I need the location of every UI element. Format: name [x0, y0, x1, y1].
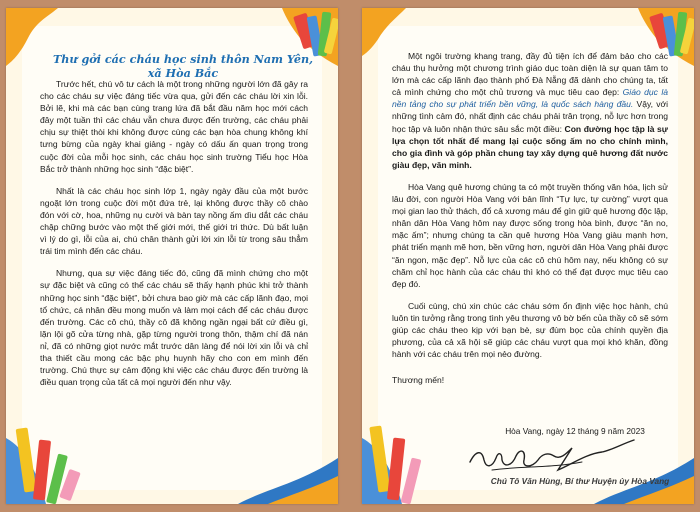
letter-page-left	[6, 8, 338, 504]
handwritten-signature	[462, 432, 642, 476]
paragraph: Nhất là các cháu học sinh lớp 1, ngày ngày đầu của một bước ngoặt lớn trong cuộc đời một đứa trẻ, lại không được thầy cô chào đón với cờ, hoa, những nụ cười và bàn tay nồng ấm dìu dắt các cháu chập chững bước vào một thế giới mới, thế giới tri thức. Dù bất luận vì lý do gì, lỗi của ai, chú chân thành gửi lời xin lỗi từ trong sâu thẳm trái tim mình đến các cháu.	[40, 185, 308, 257]
blue-wave-decoration	[238, 448, 338, 504]
paragraph: Cuối cùng, chú xin chúc các cháu sớm ổn định việc học hành, chú luôn tin tưởng rằng trong tình yêu thương vô bờ bến của thầy cô sẽ sớm giúp các cháu theo kịp với bạn bè, sự đùm bọc của chính quyền địa phương, của cả xã hội sẽ giúp các cháu vượt qua mọi khó khăn, đồng hành với các cháu trên mọi nẻo đường.	[392, 300, 668, 360]
paragraph: Nhưng, qua sự việc đáng tiếc đó, cũng đã mình chứng cho một sự đặc biệt và cũng có thể các cháu sẽ thấy hạnh phúc khi trở thành những học sinh “đặc biệt”, bởi chưa bao giờ mà các cấp lãnh đạo, mọi tổ chức, cá nhân đều mong muốn và làm mọi cách để các cháu được đến trường. Các cô chú, thầy cô đã không ngần ngại bất cứ điều gì, lặn lội gõ cửa từng nhà, gặp từng người trong thôn, thậm chí đã nán nỉ, đã có những giọt nước mắt trước dân làng để nói lời xin lỗi và chỉ tha thiết cầu mong các bậc phụ huynh hãy cho con em mình đến trường. Chú thực sự cảm động khi việc các cháu được đến trường là điều quan trọng của tất cả mọi người đến như vậy.	[40, 268, 308, 388]
paragraph-text: Vậy, với những tình cảm đó, nhất định các cháu phải trân trọng, nỗ lực hơn trong học tập và luôn nhận thức sâu sắc một điều:	[392, 99, 668, 134]
closing-greeting: Thương mến!	[392, 375, 445, 386]
paragraph	[392, 50, 668, 171]
crayons-decoration-bottom	[362, 418, 452, 504]
letter-title: Thư gởi các cháu học sinh thôn Nam Yên, xã Hòa Bắc	[52, 52, 314, 80]
paragraph-text: Một ngôi trường khang trang, đầy đủ tiện ích để đảm bảo cho các cháu thụ hưởng một chương trình giáo dục toàn diện là sự quan tâm to lớn mà các cấp lãnh đạo thành phố Đà Nẵng đã dành cho chúng ta, tất cả mình chứng cho một chủ trương và mục tiêu cao đẹp:	[392, 51, 668, 98]
letter-body-right	[392, 50, 668, 386]
paragraph: Trước hết, chú vô tư cách là một trong những người lớn đã gây ra cho các cháu sự việc đáng tiếc vừa qua, gửi đến các cháu lời xin lỗi. Bởi lẽ, khi mà các bạn cùng trang lứa đã bắt đầu năm học mới cách đây một tuần thì các cháu vẫn chưa được đến trường, các cháu phải chịu sự thiệt thòi khi không được cùng các bạn hòa chung không khí tưng bừng của ngày khai giảng - ngày có dấu ấn quan trọng trong cuộc đời của mỗi học sinh, các cháu học sinh trường Tiểu học Hòa Bắc trở thành những học sinh “đặc biệt”.	[40, 79, 308, 174]
letter-body-left	[40, 78, 308, 388]
signer-name: Chú Tô Văn Hùng, Bí thư Huyện ủy Hòa Vang	[490, 476, 670, 486]
place-date: Hòa Vang, ngày 12 tháng 9 năm 2023	[505, 426, 645, 436]
paragraph: Hòa Vang quê hương chúng ta có một truyền thống văn hóa, lịch sử lâu đời, con người Hòa Vang với bản lĩnh “Tự lực, tự cường” vượt qua mọi gian lao thử thách, đổ cả xương máu để gìn giữ quê hương độc lập, nhân dân Hòa Vang hôm nay được sống trong hòa bình, được “ăn no, mặc ấm”; nhưng chúng ta cần quê hương Hòa Vang giàu mạnh hơn, phát triển mạnh mẽ hơn, bền vững hơn, người dân Hòa Vang phải được “ăn ngon, mặc đẹp”. Nỗ lực của các cô chú hôm nay, nếu không có sự chăm chỉ học hành của các cháu thì khó có thể đạt được mục tiêu cao đẹp đó.	[392, 181, 668, 289]
crayons-decoration-bottom	[6, 418, 96, 504]
letter-page-right	[362, 8, 694, 504]
italic-quote: Giáo dục là nền tảng cho sự phát triển bền vững, là quốc sách hàng đầu.	[392, 87, 668, 110]
bold-emphasis: Con đường học tập là sự lựa chọn tốt nhất để mang lại cuộc sống ấm no cho chính mình, cho gia đình và góp phần chung tay xây dựng quê hương đất nước giàu đẹp, văn minh.	[392, 123, 668, 170]
